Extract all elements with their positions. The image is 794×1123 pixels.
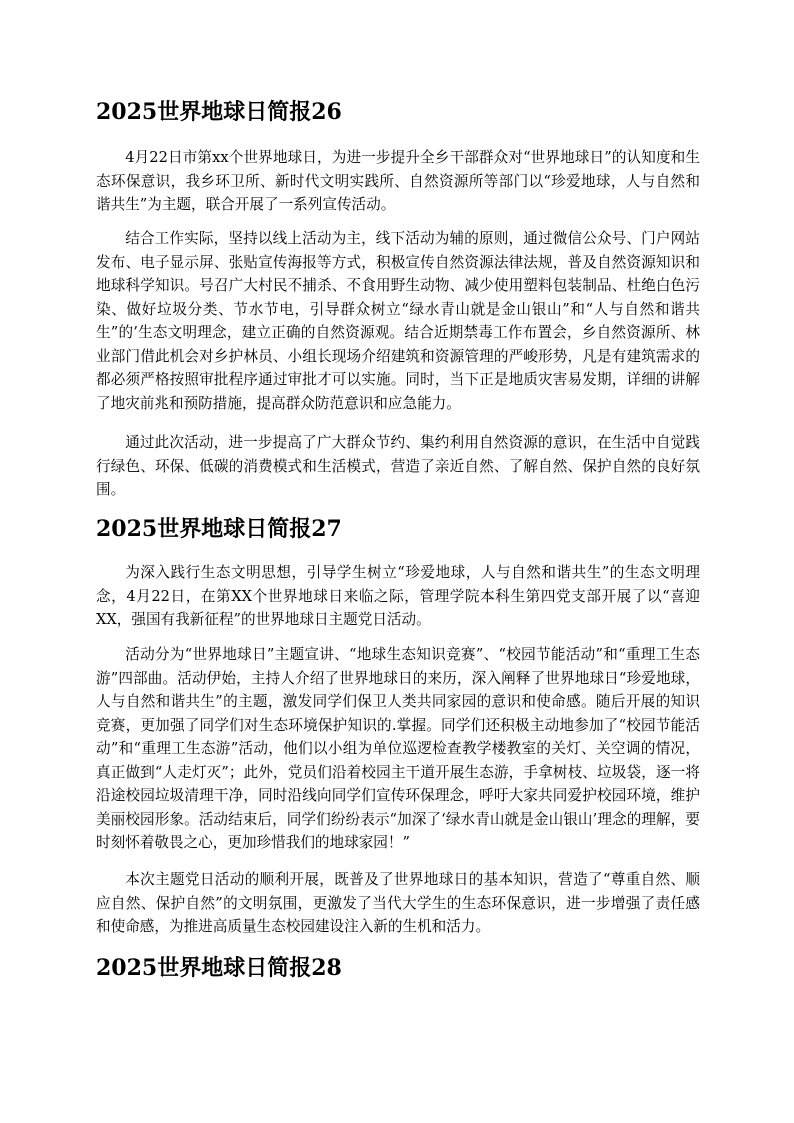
section-27-paragraph-3: 本次主题党日活动的顺利开展，既普及了世界地球日的基本知识，营造了“尊重自然、顺应自然、保护自然”的文明氛围，更激发了当代大学生的生态环保意识，进一步增强了责任感和使命感，为推进高质量生态校园建设注入新的生机和活力。 — [96, 871, 700, 935]
section-27-paragraph-2: 活动分为“世界地球日”主题宣讲、“地球生态知识竞赛”、“校园节能活动”和“重理工生态游”四部曲。活动伊始，主持人介绍了世界地球日的来历，深入阐释了世界地球日“珍爱地球，人与自然和谐共生”的主题，激发同学们保卫人类共同家园的意识和使命感。随后开展的知识竞赛，更加强了同学们对生态环境保护知识的.掌握。同学们还积极主动地参加了“校园节能活动”和“重理工生态游”活动，他们以小组为单位巡逻检查教学楼教室的关灯、关空调的情况，真正做到“人走灯灭”；此外，党员们沿着校园主干道开展生态游，手拿树枝、垃圾袋，逐一将沿途校园垃圾清理干净，同时沿线向同学们宣传环保理念，呼吁大家共同爱护校园环境，维护美丽校园形象。活动结束后，同学们纷纷表示“加深了‘绿水青山就是金山银山’理念的理解，要时刻怀着敬畏之心，更加珍惜我们的地球家园！” — [96, 646, 700, 851]
section-26-paragraph-3: 通过此次活动，进一步提高了广大群众节约、集约利用自然资源的意识，在生活中自觉践行绿色、环保、低碳的消费模式和生活模式，营造了亲近自然、了解自然、保护自然的良好氛围。 — [96, 434, 700, 498]
section-26-paragraph-1: 4月22日市第xx个世界地球日，为进一步提升全乡干部群众对“世界地球日”的认知度和生态环保意识，我乡环卫所、新时代文明实践所、自然资源所等部门以“珍爱地球，人与自然和谐共生”为主题，联合开展了一系列宣传活动。 — [96, 149, 700, 213]
section-26-paragraph-2: 结合工作实际，坚持以线上活动为主，线下活动为辅的原则，通过微信公众号、门户网站发布、电子显示屏、张贴宣传海报等方式，积极宣传自然资源法律法规，普及自然资源知识和地球科学知识。号召广大村民不捕杀、不食用野生动物、减少使用塑料包装制品、杜绝白色污染、做好垃圾分类、节水节电，引导群众树立“绿水青山就是金山银山”和“人与自然和谐共生”的’生态文明理念，建立正确的自然资源观。结合近期禁毒工作布置会，乡自然资源所、林业部门借此机会对乡护林员、小组长现场介绍建筑和资源管理的严峻形势，凡是有建筑需求的都必须严格按照审批程序通过审批才可以实施。同时，当下正是地质灾害易发期，详细的讲解了地灾前兆和预防措施，提高群众防范意识和应急能力。 — [96, 230, 700, 412]
section-27-paragraph-1: 为深入践行生态文明思想，引导学生树立“珍爱地球，人与自然和谐共生”的生态文明理念，4月22日，在第XX个世界地球日来临之际，管理学院本科生第四党支部开展了以“喜迎XX，强国有我新征程”的世界地球日主题党日活动。 — [96, 564, 700, 628]
section-title-26: 2025世界地球日简报26 — [96, 99, 342, 125]
section-title-28: 2025世界地球日简报28 — [96, 955, 342, 981]
section-title-27: 2025世界地球日简报27 — [96, 516, 342, 542]
